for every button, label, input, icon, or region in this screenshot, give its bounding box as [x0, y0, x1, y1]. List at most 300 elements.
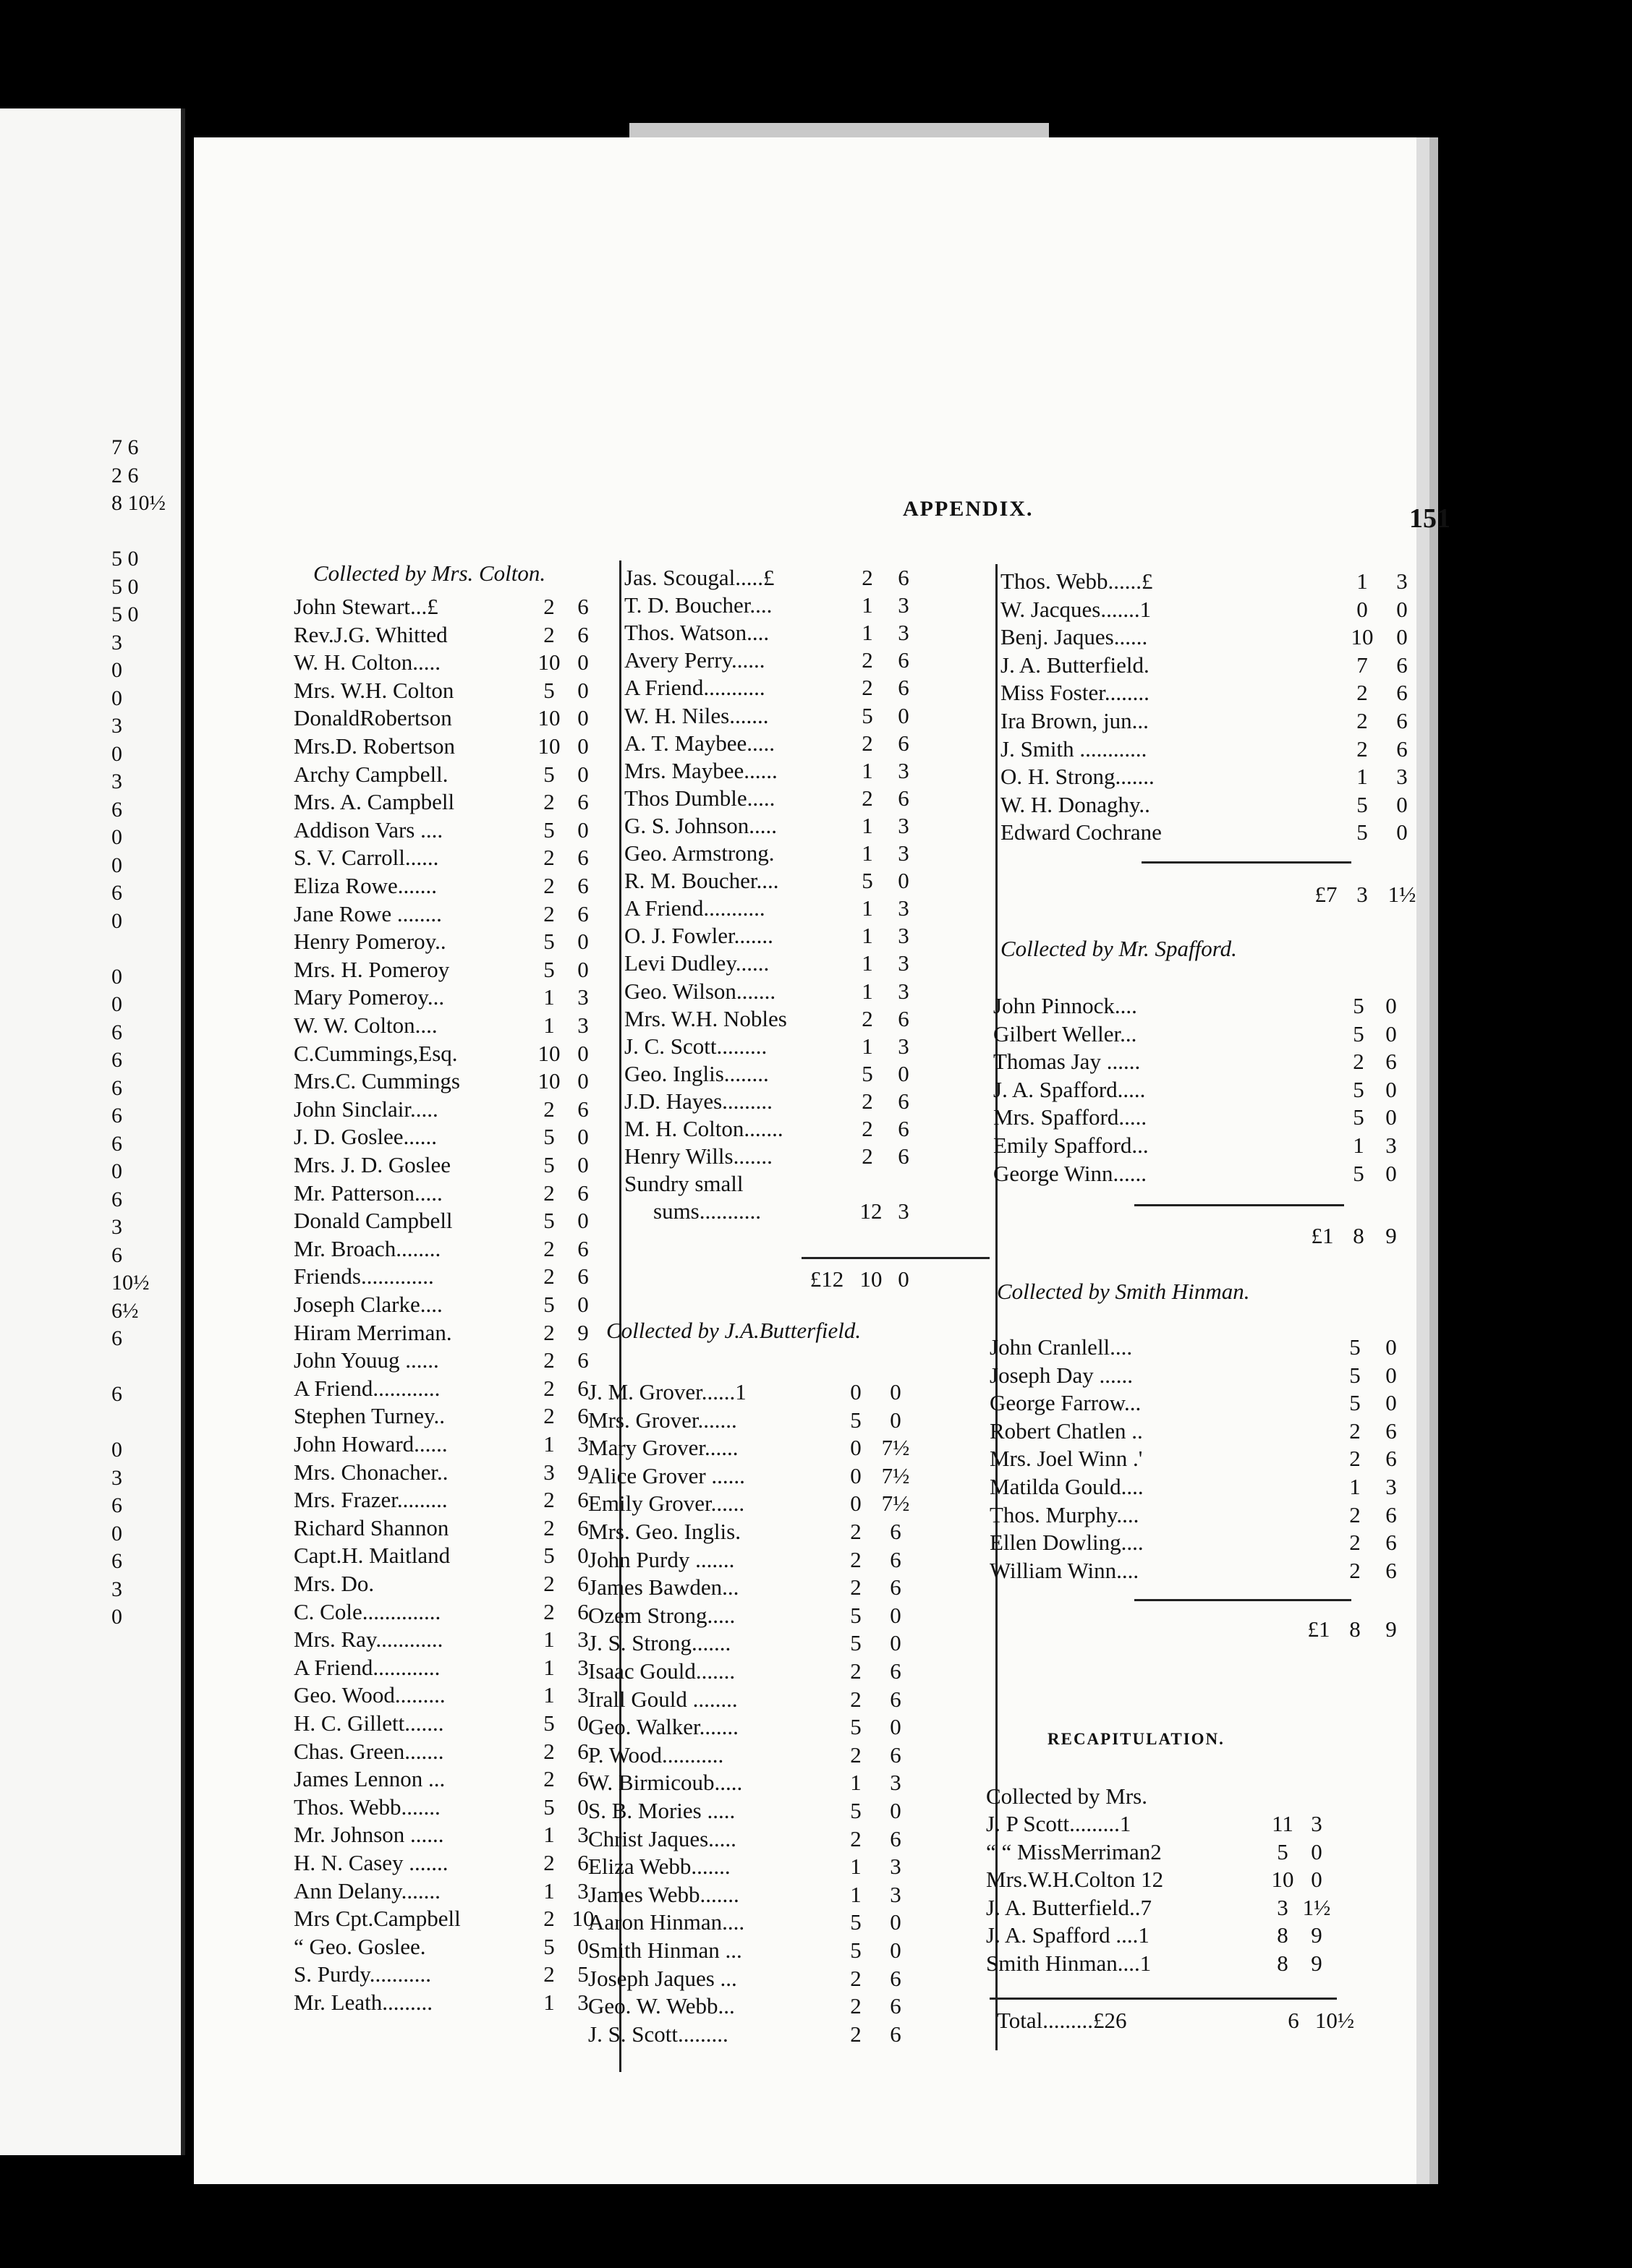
- hinman-entry-name: Ellen Dowling....: [990, 1530, 1144, 1556]
- col3a-entry-shillings: 2: [1356, 680, 1368, 706]
- colton-entry-shillings: 2: [543, 1319, 555, 1345]
- hinman-entry-shillings: 2: [1349, 1501, 1361, 1527]
- hinman-entry-name: Robert Chatlen ..: [990, 1418, 1143, 1444]
- colton-entry-name: Mrs. Ray............: [294, 1627, 443, 1653]
- butterfield-entry-shillings: 5: [850, 1630, 862, 1656]
- left-fragment: 6: [111, 1075, 122, 1100]
- colton-entry-name: Stephen Turney..: [294, 1403, 445, 1429]
- col2-entry-name: O. J. Fowler.......: [624, 923, 773, 949]
- colton-entry-pence: 6: [577, 1403, 589, 1429]
- colton-entry-name: James Lennon ...: [294, 1766, 446, 1792]
- butterfield-entry-name: J. S. Scott.........: [588, 2021, 728, 2047]
- hinman-entry-pence: 3: [1385, 1474, 1397, 1499]
- col3a-entry-name: J. A. Butterfield.: [1000, 652, 1149, 678]
- left-fragment: 6: [111, 1187, 122, 1211]
- colton-entry-name: Rev.J.G. Whitted: [294, 621, 448, 647]
- col3a-entry-pence: 6: [1396, 652, 1408, 678]
- colton-entry-pence: 9: [577, 1319, 589, 1345]
- colton-entry-shillings: 1: [543, 1682, 555, 1708]
- recap-entry-pence: 9: [1311, 1922, 1322, 1948]
- hinman-entry-name: Mrs. Joel Winn .': [990, 1446, 1143, 1472]
- left-fragment: [111, 1353, 169, 1381]
- colton-entry-shillings: 2: [543, 1850, 555, 1875]
- colton-entry-name: Friends.............: [294, 1263, 434, 1289]
- colton-entry-pence: 6: [577, 1766, 589, 1792]
- col3a-entry-name: Benj. Jaques......: [1000, 624, 1148, 650]
- col2-entry-pence: 3: [898, 978, 909, 1004]
- colton-entry-shillings: 1: [543, 1822, 555, 1848]
- col3a-entry-name: Thos. Webb......£: [1000, 568, 1153, 594]
- colton-entry-shillings: 2: [543, 1235, 555, 1261]
- colton-entry-name: Jane Rowe ........: [294, 900, 442, 926]
- colton-entry-name: Geo. Wood.........: [294, 1682, 446, 1708]
- colton-entry-pence: 6: [577, 1375, 589, 1401]
- col2-entry-pence: 3: [898, 950, 909, 976]
- butterfield-entry-shillings: 5: [850, 1602, 862, 1628]
- col3a-entry-shillings: 5: [1356, 791, 1368, 817]
- colton-entry-pence: 6: [577, 873, 589, 898]
- col2-entry-pence: 0: [898, 1060, 909, 1086]
- col2-entry-name: Mrs. Maybee......: [624, 757, 778, 783]
- left-fragment: 3: [111, 1577, 122, 1601]
- butterfield-entry-shillings: 2: [850, 1686, 862, 1712]
- spafford-entry-pence: 6: [1385, 1049, 1397, 1075]
- colton-entry-pence: 6: [577, 1738, 589, 1764]
- colton-entry-pence: 0: [577, 1040, 589, 1066]
- rule-col3-c: [1134, 1599, 1351, 1601]
- colton-entry-shillings: 5: [543, 1710, 555, 1736]
- total-b-pounds: £1: [1311, 1223, 1334, 1248]
- butterfield-entry-shillings: 0: [850, 1462, 862, 1488]
- colton-entry-shillings: 5: [543, 1152, 555, 1177]
- colton-entry-pence: 6: [577, 1598, 589, 1624]
- colton-entry-name: Mr. Broach........: [294, 1235, 441, 1261]
- col2-entry-pence: 0: [898, 868, 909, 894]
- spafford-entry-pence: 0: [1385, 1076, 1397, 1102]
- colton-entry-name: Mrs.C. Cummings: [294, 1068, 460, 1094]
- colton-entry-name: S. V. Carroll......: [294, 845, 439, 871]
- sundry-label-2: sums...........: [653, 1198, 761, 1224]
- left-fragment: 6: [111, 1382, 122, 1406]
- colton-entry-name: Donald Campbell: [294, 1208, 453, 1234]
- col2-entry-name: Avery Perry......: [624, 647, 765, 673]
- col2-entry-name: Thos. Watson....: [624, 620, 770, 646]
- butterfield-entry-pence: 0: [890, 1909, 901, 1935]
- col2-entry-pence: 6: [898, 1088, 909, 1114]
- col2-entry-name: W. H. Niles.......: [624, 702, 769, 728]
- butterfield-entry-pence: 7½: [881, 1462, 910, 1488]
- colton-entry-name: Mrs. A. Campbell: [294, 789, 455, 815]
- colton-entry-shillings: 5: [543, 1208, 555, 1234]
- sundry-shillings: 12: [859, 1198, 883, 1224]
- colton-entry-name: J. D. Goslee......: [294, 1124, 438, 1150]
- spafford-entry-pence: 0: [1385, 993, 1397, 1018]
- colton-entry-shillings: 5: [543, 1933, 555, 1959]
- colton-entry-name: Mrs. W.H. Colton: [294, 677, 454, 703]
- rule-col3-b: [1134, 1204, 1344, 1206]
- recap-entry-shillings: 10: [1271, 1867, 1294, 1893]
- recap-entry-pence: 9: [1311, 1951, 1322, 1976]
- page-heading: APPENDIX.: [903, 497, 1034, 521]
- colton-entry-name: C. Cole..............: [294, 1598, 441, 1624]
- colton-entry-pence: 0: [577, 956, 589, 982]
- col3a-entry-pence: 0: [1396, 624, 1408, 650]
- col3a-entry-name: W. Jacques.......1: [1000, 596, 1152, 622]
- colton-entry-shillings: 5: [543, 929, 555, 955]
- colton-entry-shillings: 2: [543, 1375, 555, 1401]
- colton-entry-shillings: 5: [543, 1292, 555, 1317]
- colton-entry-name: Mr. Leath.........: [294, 1990, 433, 2015]
- col2-title: Collected by J.A.Butterfield.: [606, 1318, 862, 1343]
- colton-entry-shillings: 1: [543, 1990, 555, 2015]
- butterfield-entry-pence: 3: [890, 1770, 901, 1796]
- recap-entry-shillings: 8: [1277, 1922, 1288, 1948]
- col2-entry-shillings: 5: [862, 702, 873, 728]
- left-fragment: 3: [111, 1215, 122, 1239]
- colton-entry-shillings: 10: [537, 705, 561, 731]
- col2-entry-shillings: 1: [862, 840, 873, 866]
- col2-entry-name: G. S. Johnson.....: [624, 812, 778, 838]
- colton-entry-pence: 3: [577, 1654, 589, 1680]
- butterfield-entry-name: Aaron Hinman....: [588, 1909, 745, 1935]
- col2-entry-name: Jas. Scougal.....£: [624, 565, 775, 590]
- colton-entry-name: H. N. Casey .......: [294, 1850, 449, 1875]
- recap-entry-name: J. P Scott.........1: [986, 1811, 1131, 1836]
- colton-entry-pence: 0: [577, 1794, 589, 1820]
- butterfield-entry-pence: 6: [890, 1965, 901, 1991]
- colton-entry-name: John Stewart...£: [294, 594, 438, 619]
- left-fragment: 6: [111, 881, 122, 905]
- col3a-entry-pence: 0: [1396, 596, 1408, 622]
- spafford-entry-shillings: 5: [1353, 1020, 1364, 1046]
- colton-entry-shillings: 1: [543, 1627, 555, 1653]
- recap-entry-shillings: 5: [1277, 1838, 1288, 1864]
- colton-entry-name: Henry Pomeroy..: [294, 929, 446, 955]
- col2-entry-pence: 6: [898, 785, 909, 811]
- butterfield-entry-name: J. M. Grover......1: [588, 1379, 747, 1404]
- left-fragment: [111, 935, 169, 963]
- spafford-entry-shillings: 5: [1353, 1160, 1364, 1186]
- spafford-entry-name: Gilbert Weller...: [993, 1020, 1137, 1046]
- col2-entry-pence: 6: [898, 730, 909, 756]
- col3a-entry-pence: 6: [1396, 708, 1408, 733]
- butterfield-entry-name: John Purdy .......: [588, 1546, 735, 1572]
- left-fragment: 6: [111, 1326, 122, 1350]
- left-fragment: 8 10½: [111, 491, 166, 515]
- colton-entry-pence: 3: [577, 1877, 589, 1904]
- spafford-entry-pence: 0: [1385, 1020, 1397, 1046]
- colton-entry-shillings: 2: [543, 1766, 555, 1792]
- total-c-shillings: 8: [1349, 1616, 1361, 1642]
- colton-entry-pence: 0: [577, 929, 589, 955]
- colton-entry-name: W. H. Colton.....: [294, 649, 441, 675]
- left-fragment: 0: [111, 1605, 122, 1629]
- left-page-edge: [0, 108, 185, 2155]
- colton-entry-name: Capt.H. Maitland: [294, 1543, 451, 1569]
- colton-entry-name: John Youug ......: [294, 1347, 439, 1373]
- colton-entry-shillings: 1: [543, 984, 555, 1010]
- hinman-entry-name: William Winn....: [990, 1557, 1139, 1583]
- colton-entry-pence: 6: [577, 1487, 589, 1513]
- left-fragment: 6½: [111, 1298, 139, 1323]
- colton-entry-shillings: 2: [543, 1598, 555, 1624]
- colton-entry-pence: 6: [577, 1263, 589, 1289]
- left-fragment: 5 0: [111, 602, 139, 626]
- colton-entry-pence: 0: [577, 761, 589, 787]
- colton-entry-shillings: 5: [543, 761, 555, 787]
- colton-entry-shillings: 2: [543, 1571, 555, 1596]
- col3a-entry-name: O. H. Strong.......: [1000, 764, 1155, 790]
- col2-entry-shillings: 1: [862, 923, 873, 949]
- butterfield-entry-pence: 0: [890, 1602, 901, 1628]
- col2-entry-name: Levi Dudley......: [624, 950, 770, 976]
- book-page: [194, 137, 1450, 2184]
- col1-title: Collected by Mrs. Colton.: [313, 560, 546, 586]
- total-a-pounds: £7: [1314, 882, 1338, 907]
- page-number: 151: [1409, 503, 1450, 534]
- col2-entry-name: Geo. Inglis........: [624, 1060, 769, 1086]
- spafford-entry-shillings: 1: [1353, 1133, 1364, 1158]
- colton-entry-name: John Sinclair.....: [294, 1096, 438, 1122]
- recap-entry-name: J. A. Spafford ....1: [986, 1922, 1149, 1948]
- butterfield-entry-shillings: 2: [850, 1658, 862, 1684]
- grand-total-label: Total.........£26: [997, 2008, 1127, 2033]
- colton-entry-name: Hiram Merriman.: [294, 1319, 452, 1345]
- butterfield-entry-pence: 6: [890, 1546, 901, 1572]
- butterfield-entry-name: Eliza Webb.......: [588, 1854, 731, 1880]
- col2-entry-name: Geo. Wilson.......: [624, 978, 776, 1004]
- butterfield-entry-pence: 3: [890, 1854, 901, 1880]
- left-fragment: 6: [111, 1104, 122, 1127]
- colton-entry-shillings: 2: [543, 845, 555, 871]
- hinman-entry-name: George Farrow...: [990, 1390, 1142, 1416]
- left-fragment: 10½: [111, 1271, 150, 1295]
- left-fragment: 3: [111, 770, 122, 793]
- left-fragment: 5 0: [111, 574, 139, 599]
- colton-entry-shillings: 2: [543, 1738, 555, 1764]
- colton-entry-shillings: 2: [543, 1487, 555, 1513]
- recap-entry-name: “ “ MissMerriman2: [986, 1838, 1162, 1864]
- butterfield-entry-shillings: 5: [850, 1937, 862, 1963]
- colton-entry-shillings: 10: [537, 649, 561, 675]
- colton-entry-pence: 3: [577, 1822, 589, 1848]
- col2-entry-name: J.D. Hayes.........: [624, 1088, 773, 1114]
- left-fragment: 0: [111, 853, 122, 877]
- rule-recap: [990, 1998, 1337, 2000]
- col2-entry-shillings: 2: [862, 1143, 873, 1169]
- colton-entry-shillings: 5: [543, 1794, 555, 1820]
- left-fragment: 0: [111, 992, 122, 1016]
- colton-entry-pence: 9: [577, 1459, 589, 1485]
- spafford-entry-pence: 3: [1385, 1133, 1397, 1158]
- butterfield-entry-shillings: 0: [850, 1491, 862, 1517]
- colton-entry-pence: 3: [577, 1682, 589, 1708]
- col2-entry-shillings: 2: [862, 1005, 873, 1031]
- col2-entry-shillings: 2: [862, 730, 873, 756]
- colton-entry-pence: 0: [577, 705, 589, 731]
- col2-entry-name: J. C. Scott.........: [624, 1033, 768, 1059]
- col2-entry-shillings: 1: [862, 592, 873, 618]
- col2-entry-pence: 3: [898, 1033, 909, 1059]
- recap-entry-pence: 0: [1311, 1867, 1322, 1893]
- spafford-title: Collected by Mr. Spafford.: [1000, 936, 1237, 961]
- colton-entry-pence: 0: [577, 1710, 589, 1736]
- colton-entry-pence: 6: [577, 900, 589, 926]
- colton-entry-shillings: 1: [543, 1877, 555, 1904]
- sundry-pence: 3: [898, 1198, 909, 1224]
- col2-total-shillings: 10: [859, 1266, 883, 1292]
- colton-entry-shillings: 2: [543, 789, 555, 815]
- colton-entry-shillings: 2: [543, 873, 555, 898]
- col2-entry-pence: 0: [898, 702, 909, 728]
- col2-entry-shillings: 2: [862, 785, 873, 811]
- colton-entry-name: Mrs. J. D. Goslee: [294, 1152, 451, 1177]
- colton-entry-name: Archy Campbell.: [294, 761, 449, 787]
- col2-entry-pence: 3: [898, 923, 909, 949]
- recap-heading: RECAPITULATION.: [1047, 1730, 1225, 1748]
- recap-intro: Collected by Mrs.: [986, 1783, 1147, 1809]
- total-a-shillings: 3: [1356, 882, 1368, 907]
- butterfield-entry-pence: 0: [890, 1937, 901, 1963]
- colton-entry-pence: 6: [577, 1235, 589, 1261]
- colton-entry-name: Addison Vars ....: [294, 817, 443, 843]
- butterfield-entry-shillings: 5: [850, 1909, 862, 1935]
- spafford-entry-shillings: 5: [1353, 1076, 1364, 1102]
- left-fragment: 6: [111, 1131, 122, 1156]
- colton-entry-shillings: 5: [543, 1543, 555, 1569]
- col2-entry-pence: 3: [898, 592, 909, 618]
- left-fragment: 0: [111, 1159, 122, 1183]
- colton-entry-name: S. Purdy...........: [294, 1961, 432, 1987]
- butterfield-entry-name: Christ Jaques.....: [588, 1825, 736, 1851]
- hinman-entry-shillings: 2: [1349, 1418, 1361, 1444]
- hinman-entry-pence: 0: [1385, 1334, 1397, 1360]
- butterfield-entry-shillings: 2: [850, 1993, 862, 2019]
- butterfield-entry-shillings: 5: [850, 1407, 862, 1433]
- colton-entry-name: Thos. Webb.......: [294, 1794, 441, 1820]
- hinman-entry-pence: 6: [1385, 1501, 1397, 1527]
- col2-entry-shillings: 2: [862, 1116, 873, 1141]
- colton-entry-pence: 6: [577, 1347, 589, 1373]
- colton-entry-pence: 0: [577, 1208, 589, 1234]
- colton-entry-name: W. W. Colton....: [294, 1012, 438, 1038]
- left-fragment: 5 0: [111, 547, 139, 571]
- colton-entry-shillings: 3: [543, 1459, 555, 1485]
- colton-entry-shillings: 2: [543, 1263, 555, 1289]
- butterfield-entry-shillings: 2: [850, 1546, 862, 1572]
- col2-entry-shillings: 1: [862, 812, 873, 838]
- colton-entry-shillings: 5: [543, 956, 555, 982]
- left-fragment: [111, 1409, 169, 1437]
- col3a-entry-shillings: 1: [1356, 764, 1368, 790]
- col3a-entry-shillings: 5: [1356, 819, 1368, 845]
- col3a-entry-pence: 0: [1396, 791, 1408, 817]
- butterfield-entry-shillings: 2: [850, 1825, 862, 1851]
- colton-entry-pence: 6: [577, 1096, 589, 1122]
- spafford-entry-shillings: 2: [1353, 1049, 1364, 1075]
- col3a-entry-name: J. Smith ............: [1000, 736, 1147, 762]
- butterfield-entry-name: Mary Grover......: [588, 1435, 739, 1461]
- butterfield-entry-name: Alice Grover ......: [588, 1462, 745, 1488]
- colton-entry-name: Joseph Clarke....: [294, 1292, 443, 1317]
- col2-entry-pence: 3: [898, 812, 909, 838]
- colton-entry-shillings: 10: [537, 733, 561, 759]
- col2-total-pounds: £12: [809, 1266, 844, 1292]
- butterfield-entry-pence: 7½: [881, 1491, 910, 1517]
- left-fragment: 3: [111, 630, 122, 655]
- col2-total-pence: 0: [898, 1266, 909, 1292]
- colton-entry-name: John Howard......: [294, 1431, 448, 1457]
- left-fragment: [111, 518, 169, 546]
- colton-entry-name: Mrs. Do.: [294, 1571, 375, 1596]
- colton-entry-name: Eliza Rowe.......: [294, 873, 438, 898]
- butterfield-entry-name: Joseph Jaques ...: [588, 1965, 737, 1991]
- hinman-entry-shillings: 5: [1349, 1390, 1361, 1416]
- butterfield-entry-shillings: 0: [850, 1435, 862, 1461]
- spafford-entry-pence: 0: [1385, 1160, 1397, 1186]
- colton-entry-pence: 0: [577, 1292, 589, 1317]
- left-fragment: 0: [111, 1438, 122, 1462]
- colton-entry-pence: 3: [577, 1431, 589, 1457]
- spafford-entry-shillings: 5: [1353, 993, 1364, 1018]
- col2-entry-name: A. T. Maybee.....: [624, 730, 775, 756]
- left-fragment: 3: [111, 1465, 122, 1490]
- col3a-entry-name: Miss Foster........: [1000, 680, 1149, 706]
- col2-entry-pence: 6: [898, 1005, 909, 1031]
- colton-entry-pence: 6: [577, 1850, 589, 1875]
- butterfield-entry-shillings: 2: [850, 1742, 862, 1768]
- colton-entry-shillings: 2: [543, 1514, 555, 1540]
- butterfield-entry-pence: 6: [890, 1742, 901, 1768]
- colton-entry-pence: 6: [577, 1514, 589, 1540]
- colton-entry-shillings: 5: [543, 1124, 555, 1150]
- butterfield-entry-pence: 6: [890, 1825, 901, 1851]
- butterfield-entry-pence: 0: [890, 1379, 901, 1404]
- left-fragment: 0: [111, 908, 122, 933]
- col2-entry-shillings: 5: [862, 1060, 873, 1086]
- colton-entry-name: Chas. Green.......: [294, 1738, 444, 1764]
- col2-entry-pence: 6: [898, 1143, 909, 1169]
- colton-entry-name: Mrs. Chonacher..: [294, 1459, 449, 1485]
- butterfield-entry-shillings: 2: [850, 2021, 862, 2047]
- grand-total-pence: 10½: [1314, 2008, 1355, 2033]
- colton-entry-pence: 0: [577, 1933, 589, 1959]
- col2-entry-shillings: 2: [862, 647, 873, 673]
- butterfield-entry-name: James Bawden...: [588, 1574, 739, 1600]
- colton-entry-name: DonaldRobertson: [294, 705, 452, 731]
- colton-entry-name: “ Geo. Goslee.: [294, 1933, 426, 1959]
- col3a-entry-name: W. H. Donaghy..: [1000, 791, 1150, 817]
- butterfield-entry-name: Mrs. Geo. Inglis.: [588, 1519, 741, 1544]
- col2-entry-shillings: 2: [862, 675, 873, 701]
- colton-entry-pence: 0: [577, 1124, 589, 1150]
- col2-entry-name: R. M. Boucher....: [624, 868, 779, 894]
- butterfield-entry-shillings: 1: [850, 1881, 862, 1907]
- butterfield-entry-name: Ozem Strong.....: [588, 1602, 736, 1628]
- colton-entry-name: Mr. Johnson ......: [294, 1822, 444, 1848]
- col2-entry-name: T. D. Boucher....: [624, 592, 773, 618]
- colton-entry-shillings: 2: [543, 621, 555, 647]
- col2-entry-pence: 6: [898, 675, 909, 701]
- recap-entry-name: J. A. Butterfield..7: [986, 1894, 1152, 1920]
- colton-entry-shillings: 5: [543, 677, 555, 703]
- colton-entry-shillings: 2: [543, 1096, 555, 1122]
- recap-entry-shillings: 8: [1277, 1951, 1288, 1976]
- rule-col3-a: [1142, 861, 1351, 864]
- left-fragment: 3: [111, 714, 122, 738]
- colton-entry-name: Richard Shannon: [294, 1514, 449, 1540]
- butterfield-entry-pence: 0: [890, 1798, 901, 1823]
